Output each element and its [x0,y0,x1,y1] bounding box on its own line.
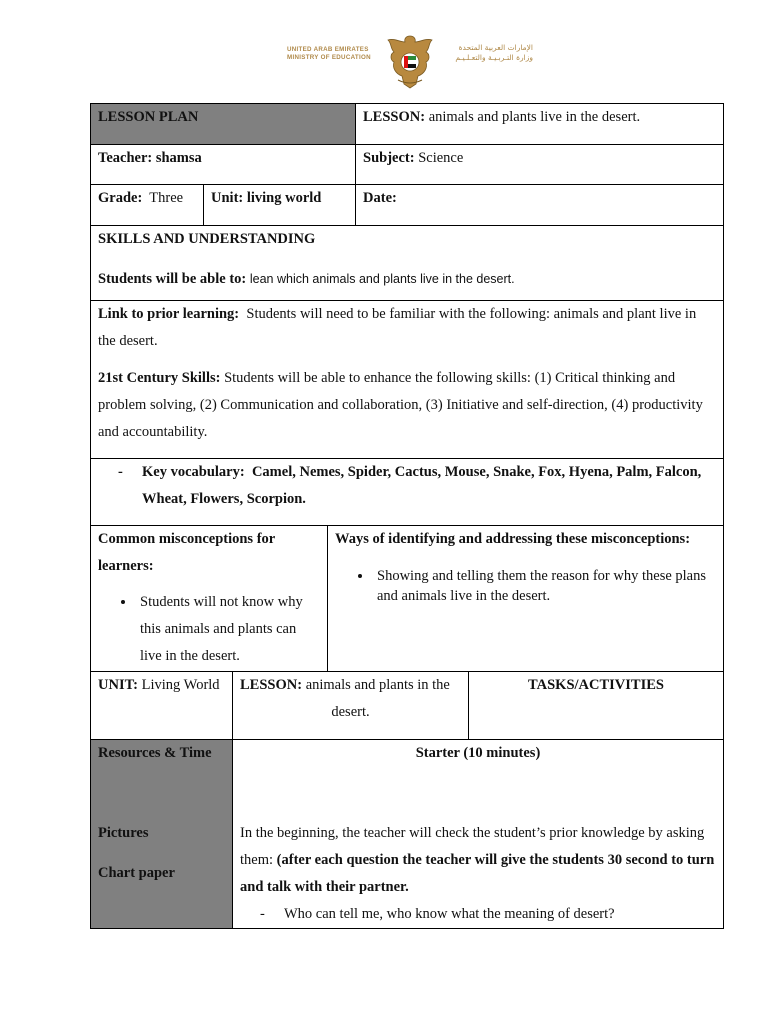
skills-cell: SKILLS AND UNDERSTANDING Students will be able to: lean which animals and plants live in the desert. [91,226,724,301]
lesson-plan-document [90,103,723,929]
grade-cell: Grade: Three [91,185,204,226]
question-item: - Who can tell me, who know what the meaning of desert? [260,901,716,928]
lesson-cell: LESSON: animals and plants live in the desert. [356,104,724,145]
addressing-heading: Ways of identifying and addressing these misconceptions: [335,531,691,547]
misconceptions-table [90,525,724,672]
addressing-item: • Showing and telling them the reason for why these plans and animals live in the desert. [373,566,716,606]
activities-table [90,671,724,740]
able-text: lean which animals and plants live in the desert. [249,272,515,286]
misconception-item: • Students will not know why this animals and plants can live in the desert. [136,589,320,670]
prior-learning-cell: Link to prior learning: Students will need to be familiar with the following: animals and plant live in the desert. 21st Century Skills: Students will be able to enhance the following skills: (1) Critical thinking and problem solving, (2) Communication and collaboration, (3) Initiative and self-direction, (4) productivity and accountability. [91,301,724,459]
starter-cell: Starter (10 minutes) In the beginning, the teacher will check the student’s prior knowledge by asking them: (after each question the teacher will give the students 30 second to turn and talk with their partner. - Who can tell me, who know what the meaning of desert? [233,740,724,929]
activities-lesson-cell: LESSON: animals and plants in the desert. [233,672,469,740]
resource-chart-paper: Chart paper [98,865,175,881]
activities-unit-cell: UNIT: Living World [91,672,233,740]
vocabulary-cell: - Key vocabulary: Camel, Nemes, Spider, Cactus, Mouse, Snake, Fox, Hyena, Palm, Falcon, Wheat, Flowers, Scorpion. [91,459,724,526]
falcon-emblem-icon [382,32,438,90]
lesson-plan-title: LESSON PLAN [91,104,356,145]
unit-cell: Unit: living world [204,185,356,226]
resources-heading: Resources & Time [98,745,212,761]
addressing-cell [328,526,724,672]
logo-english-text: UNITED ARAB EMIRATES MINISTRY OF EDUCATION [287,46,371,61]
date-cell: Date: [356,185,724,226]
resources-cell [91,740,233,929]
subject-cell: Subject: Science [356,145,724,185]
misconceptions-cell [91,526,328,672]
teacher-cell: Teacher: shamsa [91,145,356,185]
starter-table [90,739,724,929]
misconceptions-heading: Common misconceptions for learners: [98,531,275,574]
resource-pictures: Pictures [98,825,149,841]
lesson-plan-table [90,103,724,526]
tasks-heading: TASKS/ACTIVITIES [469,672,724,740]
starter-heading: Starter (10 minutes) [415,745,541,761]
logo-arabic-text: الإمارات العربية المتحدة وزارة التـربـيـة والتعـلـيـم [455,43,533,62]
skills-heading: SKILLS AND UNDERSTANDING [98,231,316,247]
ministry-logo [283,30,537,92]
